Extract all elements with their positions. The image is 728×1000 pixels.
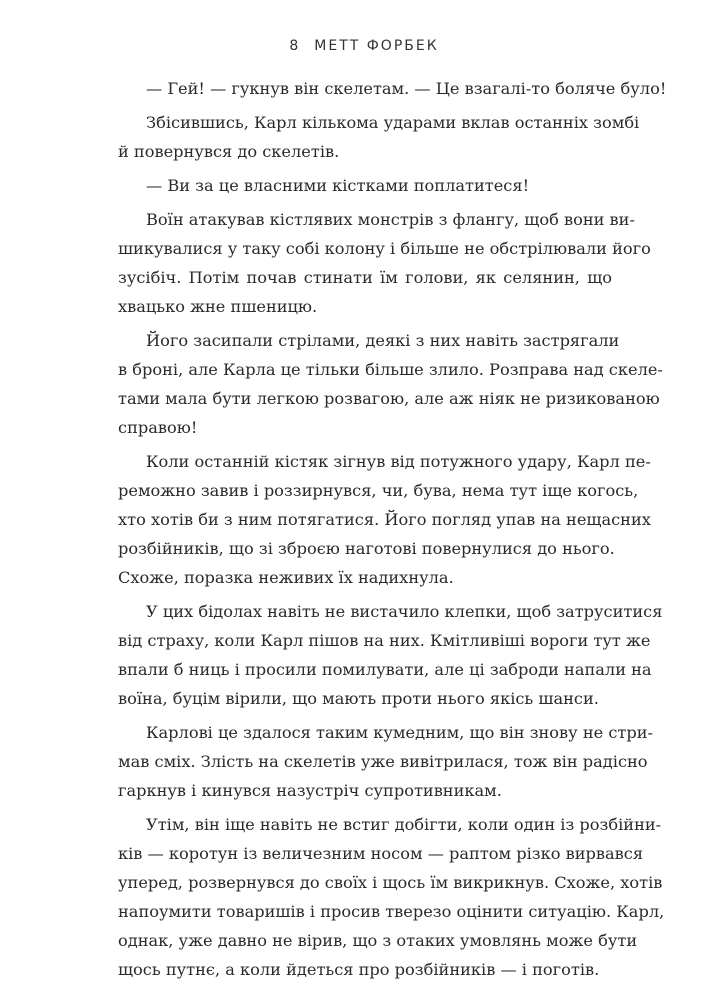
text-line: Схоже, поразка неживих їх надихнула. bbox=[118, 568, 454, 587]
paragraph bbox=[118, 171, 612, 200]
text-line: реможно завив і роззирнувся, чи, бува, нема тут іще когось, bbox=[118, 481, 639, 500]
text-line: У цих бідолах навіть не вистачило клепки, щоб затруситися bbox=[146, 602, 663, 621]
body-text bbox=[118, 74, 667, 984]
author-name: МЕТТ ФОРБЕК bbox=[314, 38, 439, 54]
text-line: гаркнув і кинувся назустріч супротивникам. bbox=[118, 781, 502, 800]
text-line: шикувалися у таку собі колону і більше не обстрілювали його bbox=[118, 239, 651, 258]
text-line: Воїн атакував кістлявих монстрів з флангу, щоб вони ви- bbox=[146, 210, 635, 229]
page-number: 8 bbox=[289, 38, 301, 54]
paragraph bbox=[118, 718, 653, 805]
paragraph bbox=[118, 810, 665, 984]
text-line: ків — коротун із величезним носом — раптом різко вирвався bbox=[118, 844, 644, 863]
paragraph bbox=[118, 326, 663, 442]
text-line: справою! bbox=[118, 418, 198, 437]
paragraph bbox=[118, 74, 667, 103]
text-line: воїна, буцім вірили, що мають проти нього якісь шанси. bbox=[118, 689, 599, 708]
text-line: однак, уже давно не вірив, що з отаких умовлянь може бути bbox=[118, 931, 638, 950]
text-line: в броні, але Карла це тільки більше злило. Розправа над скеле- bbox=[118, 360, 663, 379]
paragraph bbox=[118, 447, 651, 592]
text-line: — Гей! — гукнув він скелетам. — Це взагалі-то боляче було! bbox=[146, 79, 667, 98]
text-line: щось путнє, а коли йдеться про розбійників — і поготів. bbox=[118, 960, 600, 979]
paragraph bbox=[118, 108, 640, 166]
text-line: напоумити товаришів і просив тверезо оцінити ситуацію. Карл, bbox=[118, 902, 665, 921]
text-line: уперед, розвернувся до своїх і щось їм викрикнув. Схоже, хотів bbox=[118, 873, 663, 892]
text-line: Збісившись, Карл кількома ударами вклав останніх зомбі bbox=[146, 113, 640, 132]
text-line: Утім, він іще навіть не встиг добігти, коли один із розбійни- bbox=[146, 815, 662, 834]
text-line: розбійників, що зі зброєю наготові повернулися до нього. bbox=[118, 539, 615, 558]
paragraph bbox=[118, 597, 663, 713]
running-header bbox=[0, 38, 728, 54]
text-line: хвацько жне пшеницю. bbox=[118, 297, 318, 316]
text-line: Коли останній кістяк зігнув від потужного удару, Карл пе- bbox=[146, 452, 651, 471]
text-line: Карлові це здалося таким кумедним, що він знову не стри- bbox=[146, 723, 653, 742]
text-line: тами мала бути легкою розвагою, але аж ніяк не ризикованою bbox=[118, 389, 660, 408]
text-line: й повернувся до скелетів. bbox=[118, 142, 340, 161]
text-line: Його засипали стрілами, деякі з них навіть застрягали bbox=[146, 331, 620, 350]
paragraph bbox=[118, 205, 651, 321]
text-line: впали б ниць і просили помилувати, але ці заброди напали на bbox=[118, 660, 652, 679]
text-line: від страху, коли Карл пішов на них. Кмітливіші вороги тут же bbox=[118, 631, 651, 650]
text-line: хто хотів би з ним потягатися. Його погляд упав на нещасних bbox=[118, 510, 651, 529]
text-line: — Ви за це власними кістками поплатитеся! bbox=[146, 176, 530, 195]
text-line: зусібіч. Потім почав стинати їм голови, як селянин, що bbox=[118, 268, 612, 287]
text-line: мав сміх. Злість на скелетів уже вивітрилася, тож він радісно bbox=[118, 752, 648, 771]
